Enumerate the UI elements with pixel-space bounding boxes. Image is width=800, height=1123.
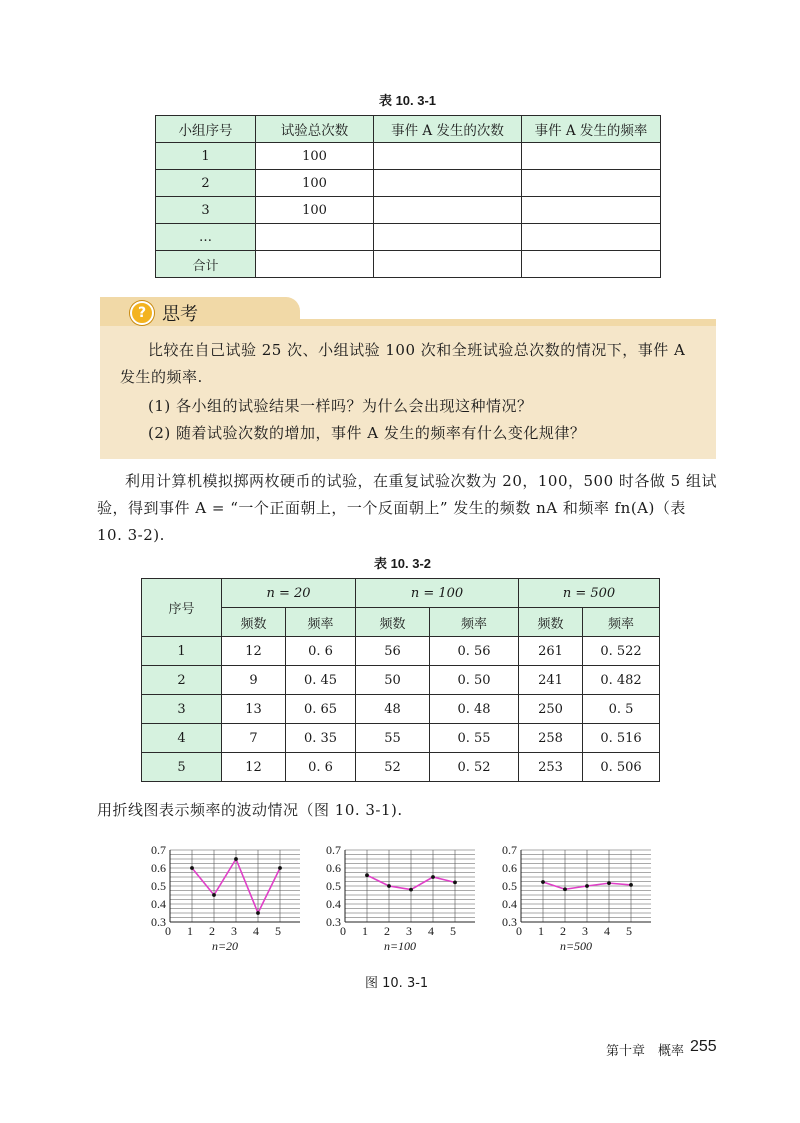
table-cell: 100 [256,197,374,224]
data-point [190,866,194,870]
table-cell [374,251,522,278]
figure-caption: 图 10. 3-1 [365,976,429,991]
x-tick-label: 4 [604,924,610,938]
data-point [278,866,282,870]
table-cell: 261 [519,637,583,666]
y-tick-label: 0.5 [326,879,341,893]
table-row [156,170,661,197]
table-cell [374,143,522,170]
y-tick-label: 0.6 [502,861,517,875]
chart-title: n=500 [559,939,593,953]
table-cell: 0. 482 [583,666,660,695]
y-tick-label: 0.5 [502,879,517,893]
data-point [563,887,567,891]
body-line-1: 利用计算机模拟掷两枚硬币的试验，在重复试验次数为 20，100，500 时各做 5 组试 [125,472,717,490]
data-point [431,875,435,879]
x-tick-label: 0 [340,924,346,938]
y-tick-label: 0.3 [502,915,517,929]
think-question-2: (2) 随着试验次数的增加，事件 A 发生的频率有什么变化规律？ [148,424,586,442]
table-row [156,251,661,278]
table1-header: 事件 A 发生的次数 [374,116,522,143]
table-cell: 0. 52 [430,753,519,782]
table2-group-header: n = 20 [222,579,356,608]
table-row [142,637,660,666]
table2-sub-header: 频数 [356,608,430,637]
table-cell: 258 [519,724,583,753]
footer-chapter: 第十章 概率 [606,1044,685,1059]
table1-header-row [156,116,661,143]
y-tick-label: 0.3 [326,915,341,929]
table-cell: 0. 6 [286,637,356,666]
data-point [607,881,611,885]
y-tick-label: 0.4 [151,897,166,911]
table-cell [374,197,522,224]
table2-group-header: n = 500 [519,579,660,608]
data-point [212,893,216,897]
x-tick-label: 4 [253,924,259,938]
table-cell [522,143,661,170]
table-row [142,753,660,782]
chart-grid [345,850,475,922]
table-cell: 2 [142,666,222,695]
table-cell: 1 [142,637,222,666]
table-cell: 253 [519,753,583,782]
table-cell: 0. 522 [583,637,660,666]
x-tick-label: 5 [626,924,632,938]
table2-sub-header: 频数 [222,608,286,637]
data-point [629,883,633,887]
table-cell: 0. 5 [583,695,660,724]
chart-n100 [315,838,475,962]
table-cell: 0. 45 [286,666,356,695]
table1-header: 试验总次数 [256,116,374,143]
data-point [387,884,391,888]
table-cell: 3 [156,197,256,224]
table-row [142,724,660,753]
x-tick-label: 1 [187,924,193,938]
table-cell [256,251,374,278]
table-cell: … [156,224,256,251]
data-point [541,880,545,884]
table1-header: 事件 A 发生的频率 [522,116,661,143]
x-tick-label: 4 [428,924,434,938]
x-tick-label: 3 [231,924,237,938]
data-point [453,881,457,885]
table-cell [522,197,661,224]
table-row [142,695,660,724]
table-cell: 7 [222,724,286,753]
table2-group-row [142,579,660,608]
table-cell: 0. 6 [286,753,356,782]
table-cell: 0. 506 [583,753,660,782]
y-tick-label: 0.7 [326,843,341,857]
chart-title: n=100 [383,939,417,953]
data-point [234,857,238,861]
table2-index-header: 序号 [142,579,222,637]
chart-svg [491,838,651,958]
table-cell: 48 [356,695,430,724]
y-tick-label: 0.7 [151,843,166,857]
data-point [365,873,369,877]
chart-n500 [491,838,651,962]
table-cell: 2 [156,170,256,197]
chart-intro: 用折线图表示频率的波动情况（图 10. 3-1). [97,801,403,819]
table-cell [522,170,661,197]
table-cell: 0. 55 [430,724,519,753]
table-cell: 0. 516 [583,724,660,753]
think-body [100,326,716,459]
x-tick-label: 0 [516,924,522,938]
table-cell: 4 [142,724,222,753]
table2-sub-header: 频率 [286,608,356,637]
x-tick-label: 5 [450,924,456,938]
table-cell: 合计 [156,251,256,278]
table-cell: 52 [356,753,430,782]
table-cell: 3 [142,695,222,724]
table-cell: 0. 65 [286,695,356,724]
think-paragraph: 比较在自己试验 25 次、小组试验 100 次和全班试验总次数的情况下，事件 A 发生的频率. [120,341,686,386]
table-row [142,666,660,695]
table-cell: 100 [256,170,374,197]
table-cell [374,224,522,251]
table-cell [522,251,661,278]
table-cell [522,224,661,251]
body-line-2: 验，得到事件 A = “一个正面朝上，一个反面朝上” 发生的频数 nA 和频率 fn(A)（表 [97,499,686,517]
table-cell: 9 [222,666,286,695]
chart-svg [315,838,475,958]
table1-header: 小组序号 [156,116,256,143]
x-tick-label: 1 [538,924,544,938]
table2-sub-header: 频数 [519,608,583,637]
table2-sub-header: 频率 [583,608,660,637]
table-cell: 100 [256,143,374,170]
table-row [156,197,661,224]
table-cell: 50 [356,666,430,695]
table-cell: 250 [519,695,583,724]
x-tick-label: 2 [560,924,566,938]
think-box [100,297,716,459]
table-cell [374,170,522,197]
table-row [156,143,661,170]
table-cell: 13 [222,695,286,724]
data-point [256,911,260,915]
y-tick-label: 0.6 [151,861,166,875]
table-cell: 5 [142,753,222,782]
table-cell: 0. 50 [430,666,519,695]
y-tick-label: 0.7 [502,843,517,857]
data-point [409,888,413,892]
table2-caption: 表 10. 3-2 [373,556,432,571]
x-tick-label: 2 [209,924,215,938]
question-icon: ? [130,301,154,325]
x-tick-label: 3 [406,924,412,938]
table-cell: 55 [356,724,430,753]
x-tick-label: 3 [582,924,588,938]
x-tick-label: 5 [275,924,281,938]
table-cell: 1 [156,143,256,170]
table-row [156,224,661,251]
y-tick-label: 0.6 [326,861,341,875]
body-line-3: 10. 3-2). [97,526,165,544]
table-cell [256,224,374,251]
data-point [585,884,589,888]
table1 [155,115,661,278]
y-tick-label: 0.5 [151,879,166,893]
table-cell: 0. 48 [430,695,519,724]
table-cell: 241 [519,666,583,695]
table2-group-header: n = 100 [356,579,519,608]
chart-n20 [140,838,300,962]
table2 [141,578,660,782]
think-question-1: (1) 各小组的试验结果一样吗？为什么会出现这种情况？ [148,397,533,415]
y-tick-label: 0.4 [326,897,341,911]
y-tick-label: 0.3 [151,915,166,929]
y-tick-label: 0.4 [502,897,517,911]
think-title: 思考 [162,304,198,325]
x-tick-label: 0 [165,924,171,938]
chart-title: n=20 [211,939,239,953]
table-cell: 0. 56 [430,637,519,666]
table-cell: 12 [222,753,286,782]
table-cell: 56 [356,637,430,666]
x-tick-label: 1 [362,924,368,938]
page-number: 255 [690,1038,717,1055]
table2-sub-header: 频率 [430,608,519,637]
x-tick-label: 2 [384,924,390,938]
chart-svg [140,838,300,958]
table1-caption: 表 10. 3-1 [378,93,437,108]
table-cell: 12 [222,637,286,666]
table-cell: 0. 35 [286,724,356,753]
